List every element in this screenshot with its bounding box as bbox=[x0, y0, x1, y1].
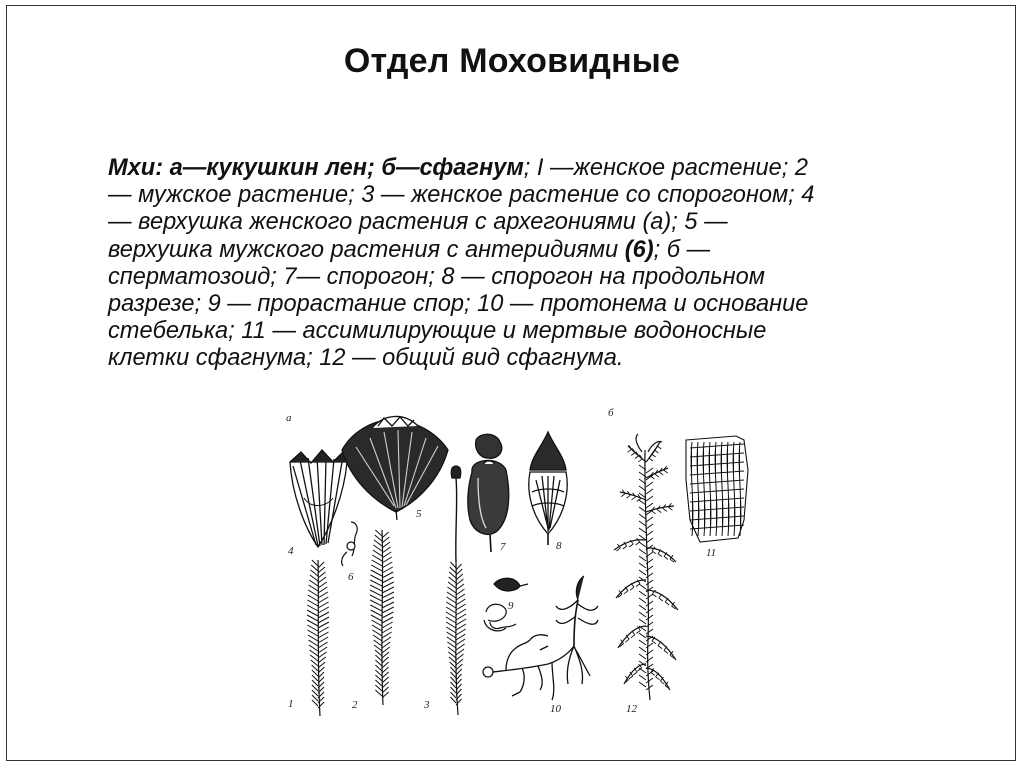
label-3: 3 bbox=[424, 699, 430, 711]
caption-line-7: стебелька; 11 — ассимилирующие и мертвые водоносные bbox=[108, 318, 767, 345]
label-10: 10 bbox=[550, 703, 561, 715]
male-plant-stem-drawing bbox=[370, 530, 394, 705]
label-1: 1 bbox=[288, 698, 294, 710]
female-plant-stem-drawing bbox=[307, 560, 329, 716]
spermatozoid-drawing bbox=[342, 522, 358, 566]
caption-text-1: ; I —женское растение; 2 bbox=[523, 155, 808, 181]
slide-title: Отдел Моховидные bbox=[343, 42, 681, 80]
sporogon-section-drawing bbox=[529, 432, 567, 545]
label-5: 5 bbox=[416, 508, 422, 520]
caption-line-5: сперматозоид; 7— спорогон; 8 — спорогон на продольном bbox=[108, 263, 765, 290]
caption-line-2: — мужское растение; 3 — женское растение со спорогоном; 4 bbox=[108, 182, 815, 209]
caption-text-4c: ; б — bbox=[653, 236, 711, 263]
male-shoot-tip-drawing bbox=[342, 416, 448, 520]
label-11: 11 bbox=[706, 547, 717, 559]
label-8: 8 bbox=[556, 540, 562, 552]
label-2: 2 bbox=[352, 699, 358, 711]
sphagnum-plant-drawing bbox=[614, 434, 678, 700]
label-a: а bbox=[286, 412, 292, 424]
caption-text-4b: (6) bbox=[624, 236, 654, 263]
label-6: 6 bbox=[348, 571, 354, 583]
caption-line-3: — верхушка женского растения с архегониями (а); 5 — bbox=[108, 209, 728, 236]
label-7: 7 bbox=[500, 541, 506, 553]
caption-line-6: разрезе; 9 — прорастание спор; 10 — протонема и основание bbox=[108, 291, 809, 318]
caption-line-8: клетки сфагнума; 12 — общий вид сфагнума. bbox=[108, 345, 624, 372]
label-b: б bbox=[608, 407, 614, 419]
spore-germination-drawing bbox=[484, 578, 528, 631]
caption-text-4a: верхушка мужского растения с антеридиями bbox=[108, 236, 625, 263]
plant-with-sporogon-stem-drawing bbox=[446, 466, 466, 715]
female-shoot-tip-drawing bbox=[290, 450, 347, 547]
label-4: 4 bbox=[288, 545, 294, 557]
sphagnum-cells-drawing bbox=[686, 436, 748, 542]
caption-lead: Мхи: а—кукушкин лен; б—сфагнум bbox=[108, 155, 524, 181]
sporogon-drawing bbox=[468, 434, 509, 552]
label-9: 9 bbox=[508, 600, 514, 612]
label-12: 12 bbox=[626, 703, 637, 715]
protonema-drawing bbox=[483, 576, 598, 700]
